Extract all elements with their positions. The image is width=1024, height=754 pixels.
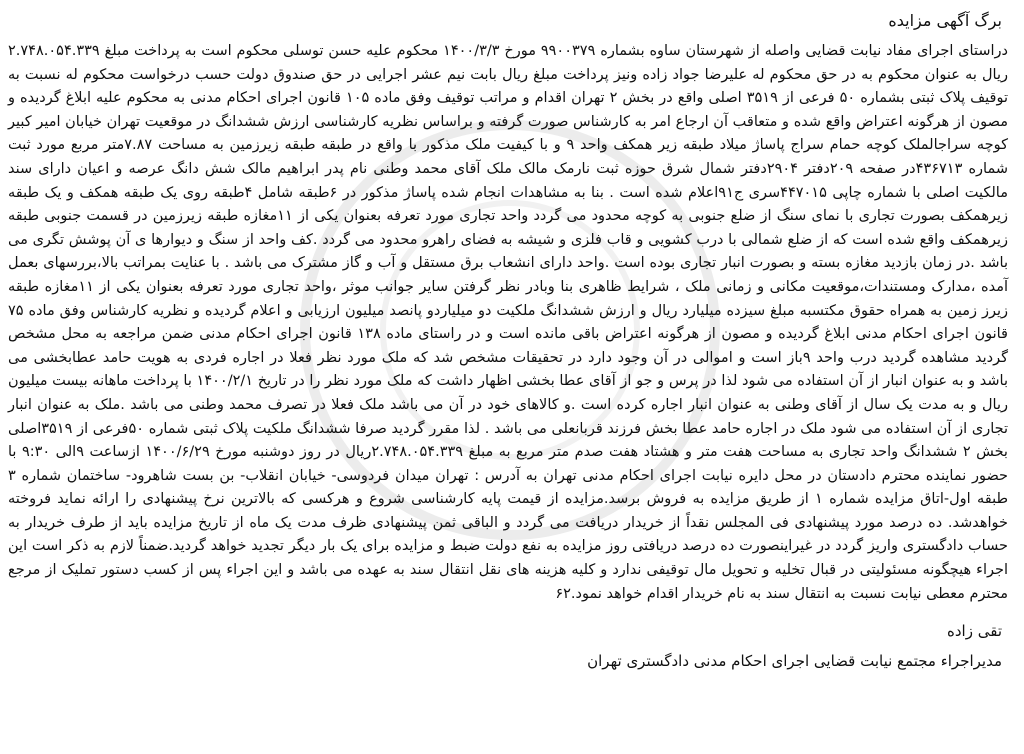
auction-notice-body: دراستای اجرای مفاد نیابت قضایی واصله از شهرستان ساوه بشماره ۹۹۰۰۳۷۹ مورخ ۱۴۰۰/۳/۳ محکوم علیه حسن توسلی محکوم است به پرداخت مبلغ ۲.۷۴۸.۰۵۴.۳۳۹ ریال به عنوان محکوم به در حق محکوم له علیرضا جواد زاده ونیز پرداخت مبلغ ریال بابت نیم عشر اجرایی در حق صندوق دولت حسب درخواست محکوم له نسبت به توقیف پلاک ثبتی بشماره ۵۰ فرعی از ۳۵۱۹ اصلی واقع در بخش ۲ تهران اقدام و مراتب توقیف وفق ماده ۱۰۵ قانون اجرای احکام مدنی به محکوم علیه ابلاغ گردیده و مصون از هرگونه اعتراض واقع شده و متعاقب آن ارجاع امر به کارشناس صورت گرفته و براساس نظریه کارشناسی ارزش ششدانگ در موقعیت تهران خیابان امیر کبیر کوچه سراجالملک کوچه حمام سراج پاساژ میلاد طبقه زیر همکف واحد ۹ و با کیفیت ملک مذکور با واقع در طبقه طبقه زیرزمین به مساحت ۷.۸۷متر مربع مورد ثبت شماره ۴۳۶۷۱۳در صفحه ۲۰۹دفتر ۲۹۰۴دفتر شمال شرق حوزه ثبت نارمک مالک ملک آقای محمد وطنی نام پدر ابراهیم مالک شش دانگ عرصه و اعیان دارای سند مالکیت اصلی با شماره چاپی ۴۴۷۰۱۵سری ج۹۱اعلام شده است . بنا به مشاهدات انجام شده پاساژ مذکور در ۶طبقه شامل ۴طبقه روی یک طبقه همکف و یک طبقه زیرهمکف بصورت تجاری با نمای سنگ از ضلع جنوبی به کوچه محدود می گردد واحد تجاری مورد تعرفه بعنوان یکی از ۱۱مغازه طبقه زیرزمین در قسمت جنوبی طبقه زیرهمکف واقع شده است که از ضلع شمالی با درب کشویی و قاب فلزی و شیشه به فضای راهرو محدود می گردد .کف واحد از سنگ و دیوارها ی آن پوشش تگری می باشد .در زمان بازدید مغازه بسته و بصورت انبار تجاری بوده است .واحد دارای انشعاب برق مستقل و آب و گاز مشترک می باشد . با عنایت بمراتب بالا،بررسهای بعمل آمده ،مدارک ومستندات،موقعیت مکانی و زمانی ملک ، شرایط ظاهری بنا وبادر نظر گرفتن سایر جوانب موثر ،واحد تجاری مورد تعرفه بعنوان یکی از ۱۱مغازه طبقه زیرز زمین به همراه حقوق مکتسبه مبلغ سیزده میلیارد ریال و ارزش ششدانگ ملکیت دو میلیاردو پانصد میلیون ارزیابی و اعلام گردیده و نظریه کارشناس وفق ماده ۷۵ قانون اجرای احکام مدنی ابلاغ گردیده و مصون از هرگونه اعتراض باقی مانده است و در راستای ماده ۱۳۸ قانون اجرای احکام مدنی ضمن مراجعه به محل مشخص گردید مشاهده گردید درب واحد ۹باز است و اموالی در آن وجود دارد در تحقیقات مشخص شد که ملک مورد نظر فعلا در اجاره فردی به هویت حامد عطابخشی می باشد و به عنوان انبار از آن استفاده می شود لذا در پرس و جو از آقای عطا بخشی اظهار داشت که ملک مورد نظر را در تاریخ ۱۴۰۰/۲/۱ با پرداخت ماهانه بیست میلیون ریال و به مدت یک سال از آقای وطنی به عنوان انبار اجاره کرده است .و کالاهای خود در آن می باشد ملک فعلا در تصرف محمد وطنی می باشد .ملک به عنوان انبار تجاری از آن استفاده می شود ملک در اجاره حامد عطا بخش فرزند قربانعلی می باشد . لذا مقرر گردید صرفا ششدانگ ملکیت پلاک ثبتی شماره ۵۰فرعی از ۳۵۱۹اصلی بخش ۲ ششدانگ واحد تجاری به مساحت هفت متر و هشتاد هفت صدم متر مربع به مبلغ ۲.۷۴۸.۰۵۴.۳۳۹ریال در روز دوشنبه مورخ ۱۴۰۰/۶/۲۹ ازساعت ۹الی ۹:۳۰ با حضور نماینده محترم دادستان در محل دایره نیابت اجرای احکام مدنی تهران به آدرس : تهران میدان فردوسی- خیابان انقلاب- بن بست شاهرود- ساختمان شماره ۳ طبقه اول-اتاق مزایده شماره ۱ از طریق مزایده به فروش برسد.مزایده از قیمت پایه کارشناسی شروع و هرکسی که بالاترین نرخ پیشنهادی را ارائه نماید فروخته خواهدشد. ده درصد مورد پیشنهادی فی المجلس نقداً از خریدار دریافت می گردد و الباقی ثمن پیشنهادی ظرف مدت یک ماه از تاریخ مزایده باید از طرف خریدار به حساب دادگستری واریز گردد در غیراینصورت ده درصد دریافتی روز مزایده به نفع دولت ضبط و مزایده برای یک بار دیگر تجدید خواهد گردید.ضمناً لازم به ذکر است این اجراء هیچگونه مسئولیتی در قبال تخلیه و تحویل مال توقیفی ندارد و کلیه هزینه های نقل انتقال سند به عهده می باشد و این اجراء پس از کسب دستور تملیک از مرجع محترم معطی نیابت نسبت به انتقال سند به نام خریدار اقدام خواهد نمود.۶۲ [8,43,1009,602]
signer-title: مدیراجراء مجتمع نیابت قضایی اجرای احکام مدنی دادگستری تهران [587,652,1002,670]
signer-name: تقی زاده [947,622,1002,640]
document-title: برگ آگهی مزایده [888,11,1002,30]
